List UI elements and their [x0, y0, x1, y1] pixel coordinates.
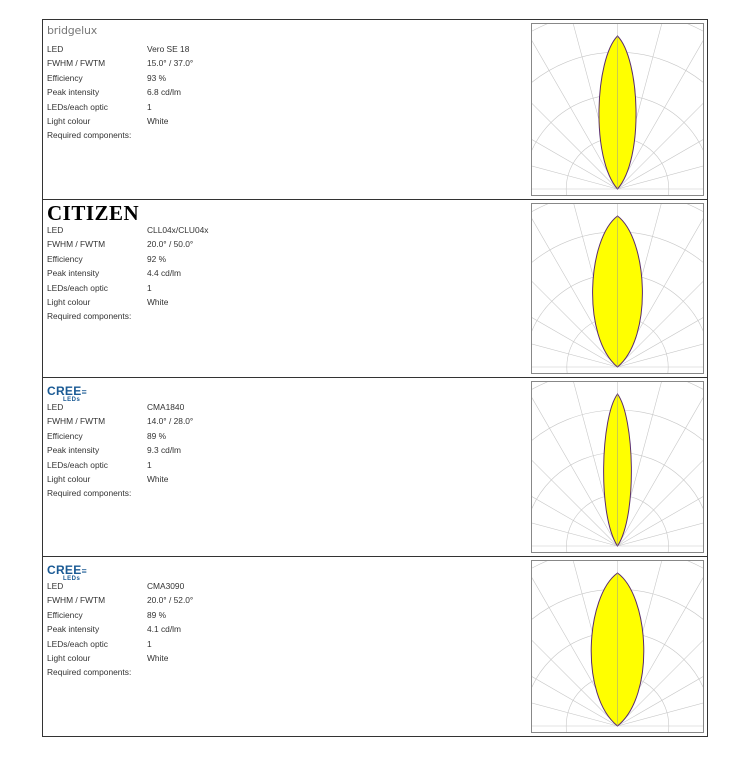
leds-optic-value: 1: [147, 101, 152, 112]
efficiency-value: 89 %: [147, 609, 167, 620]
leds-optic-label: LEDs/each optic: [47, 459, 108, 470]
efficiency-label: Efficiency: [47, 609, 83, 620]
fwhm-label: FWHM / FWTM: [47, 595, 106, 606]
cree-logo: CREE≡ LEDs: [47, 384, 87, 403]
polar-diagram: [531, 560, 704, 733]
peak-label: Peak intensity: [47, 624, 100, 635]
peak-label: Peak intensity: [47, 445, 100, 456]
leds-optic-value: 1: [147, 282, 152, 293]
efficiency-label: Efficiency: [47, 72, 83, 83]
colour-label: Light colour: [47, 474, 91, 485]
led-label: LED: [47, 225, 64, 235]
product-panel-cree-cma3090: [42, 556, 708, 737]
efficiency-value: 89 %: [147, 430, 167, 441]
peak-value: 4.4 cd/lm: [147, 268, 181, 279]
bridgelux-logo: bridgelux: [47, 24, 98, 37]
spec-list: [47, 42, 193, 143]
leds-optic-value: 1: [147, 459, 152, 470]
leds-optic-label: LEDs/each optic: [47, 101, 108, 112]
citizen-logo: CITIZEN: [47, 201, 140, 225]
colour-label: Light colour: [47, 653, 91, 664]
peak-value: 9.3 cd/lm: [147, 445, 181, 456]
required-components-label: Required components:: [47, 667, 132, 678]
efficiency-label: Efficiency: [47, 430, 83, 441]
polar-diagram: [531, 203, 704, 374]
colour-value: White: [147, 653, 169, 664]
product-panel-cree-cma1840: [42, 377, 708, 556]
fwhm-label: FWHM / FWTM: [47, 239, 106, 250]
led-value: CLL04x/CLU04x: [147, 225, 209, 235]
spec-list: [47, 579, 193, 680]
led-value: CMA3090: [147, 581, 185, 591]
led-value: CMA1840: [147, 402, 185, 412]
spec-list: [47, 223, 208, 324]
fwhm-label: FWHM / FWTM: [47, 58, 106, 69]
cree-logo: CREE≡ LEDs: [47, 563, 87, 582]
spec-list: [47, 400, 193, 501]
colour-label: Light colour: [47, 116, 91, 127]
peak-label: Peak intensity: [47, 87, 100, 98]
leds-optic-label: LEDs/each optic: [47, 638, 108, 649]
efficiency-value: 92 %: [147, 253, 167, 264]
led-label: LED: [47, 44, 64, 54]
polar-diagram: [531, 381, 704, 553]
required-components-label: Required components:: [47, 311, 132, 322]
fwhm-label: FWHM / FWTM: [47, 416, 106, 427]
colour-label: Light colour: [47, 297, 91, 308]
colour-value: White: [147, 116, 169, 127]
peak-value: 6.8 cd/lm: [147, 87, 181, 98]
product-panel-bridgelux: [42, 19, 708, 199]
fwhm-value: 14.0° / 28.0°: [147, 416, 194, 427]
colour-value: White: [147, 297, 169, 308]
polar-diagram: [531, 23, 704, 196]
fwhm-value: 15.0° / 37.0°: [147, 58, 194, 69]
led-value: Vero SE 18: [147, 44, 190, 54]
peak-label: Peak intensity: [47, 268, 100, 279]
required-components-label: Required components:: [47, 130, 132, 141]
peak-value: 4.1 cd/lm: [147, 624, 181, 635]
leds-optic-label: LEDs/each optic: [47, 282, 108, 293]
fwhm-value: 20.0° / 50.0°: [147, 239, 194, 250]
product-panel-citizen: [42, 199, 708, 377]
led-label: LED: [47, 402, 64, 412]
product-sheet: [42, 19, 708, 737]
colour-value: White: [147, 474, 169, 485]
required-components-label: Required components:: [47, 488, 132, 499]
efficiency-label: Efficiency: [47, 253, 83, 264]
fwhm-value: 20.0° / 52.0°: [147, 595, 194, 606]
led-label: LED: [47, 581, 64, 591]
leds-optic-value: 1: [147, 638, 152, 649]
efficiency-value: 93 %: [147, 72, 167, 83]
